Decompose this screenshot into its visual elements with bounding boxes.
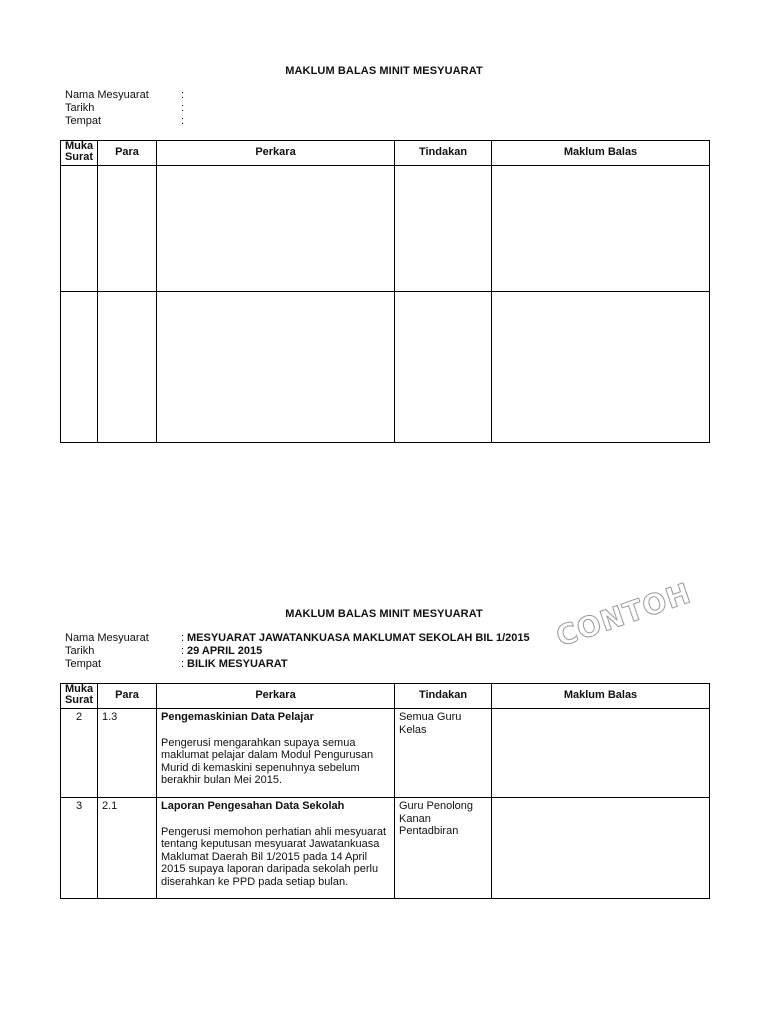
table-row [61, 166, 710, 292]
blank-form [0, 60, 768, 400]
cell-tindakan[interactable] [395, 166, 492, 292]
meta-label: Tempat [65, 115, 102, 127]
perkara-line: 2015 supaya laporan daripada sekolah perlu [161, 863, 379, 875]
filled-form [0, 603, 768, 943]
cell-muka-surat[interactable] [61, 166, 98, 292]
perkara-title: Pengemaskinian Data Pelajar [161, 711, 314, 723]
meta-value: BILIK MESYUARAT [187, 658, 288, 670]
meta-label: Tarikh [65, 102, 95, 114]
header-muka-surat: Muka Surat [61, 141, 98, 166]
meta-label: Tarikh [65, 645, 95, 657]
perkara-line: diserahkan ke PPD pada setiap bulan. [161, 875, 349, 888]
header-tindakan: Tindakan [395, 141, 492, 166]
meta-label: Nama Mesyuarat [65, 89, 149, 101]
header-para: Para [98, 141, 157, 166]
cell-tindakan [395, 709, 492, 798]
table-row [61, 798, 710, 899]
cell-maklum-balas[interactable] [492, 166, 710, 292]
cell-muka-surat: 3 [61, 798, 98, 899]
contoh-stamp: CONTOH [552, 576, 696, 654]
tindakan-line: Pentadbiran [399, 825, 459, 837]
meta-tarikh: Tarikh : 29 APRIL 2015 [65, 645, 263, 657]
perkara-title: Laporan Pengesahan Data Sekolah [161, 800, 345, 812]
form-title: MAKLUM BALAS MINIT MESYUARAT [285, 608, 483, 620]
meta-nama-mesyuarat: Nama Mesyuarat : [65, 89, 185, 101]
header-tindakan: Tindakan [395, 684, 492, 709]
perkara-line: Maklumat Daerah Bil 1/2015 pada 14 April [161, 850, 368, 863]
table-header-row [61, 684, 710, 709]
meta-tempat: Tempat : [65, 115, 185, 127]
table-row [61, 292, 710, 443]
cell-maklum-balas[interactable] [492, 709, 710, 798]
cell-muka-surat[interactable] [61, 292, 98, 443]
cell-para[interactable] [98, 292, 157, 443]
meta-label: Nama Mesyuarat [65, 632, 149, 644]
form-title: MAKLUM BALAS MINIT MESYUARAT [285, 65, 483, 77]
header-perkara: Perkara [157, 684, 395, 709]
table-header-row [61, 141, 710, 166]
cell-para: 2.1 [98, 798, 157, 899]
minit-table [60, 140, 710, 443]
header-maklum-balas: Maklum Balas [492, 684, 710, 709]
cell-perkara [157, 798, 395, 899]
cell-maklum-balas[interactable] [492, 292, 710, 443]
tindakan-line: Kanan [399, 812, 431, 825]
cell-perkara [157, 709, 395, 798]
meta-tempat: Tempat : BILIK MESYUARAT [65, 658, 288, 670]
meta-tarikh: Tarikh : [65, 102, 185, 114]
perkara-line: tentang keputusan mesyuarat Jawatankuasa [161, 838, 380, 850]
cell-maklum-balas[interactable] [492, 798, 710, 899]
header-perkara: Perkara [157, 141, 395, 166]
cell-perkara[interactable] [157, 166, 395, 292]
perkara-line: Pengerusi memohon perhatian ahli mesyuarat [161, 825, 387, 838]
perkara-line: Murid di kemaskini sepenuhnya sebelum [161, 761, 360, 774]
cell-tindakan[interactable] [395, 292, 492, 443]
tindakan-line: Semua Guru [399, 711, 462, 723]
cell-perkara[interactable] [157, 292, 395, 443]
perkara-line: Pengerusi mengarahkan supaya semua [161, 736, 356, 749]
header-para: Para [98, 684, 157, 709]
table-row [61, 709, 710, 798]
cell-para: 1.3 [98, 709, 157, 798]
cell-muka-surat: 2 [61, 709, 98, 798]
tindakan-line: Kelas [399, 723, 427, 736]
meta-nama-mesyuarat: Nama Mesyuarat : MESYUARAT JAWATANKUASA MAKLUMAT SEKOLAH BIL 1/2015 [65, 632, 530, 644]
meta-label: Tempat [65, 658, 102, 670]
meta-value: 29 APRIL 2015 [187, 645, 263, 657]
minit-table [60, 683, 710, 899]
tindakan-line: Guru Penolong [399, 800, 473, 812]
header-muka-surat: Muka Surat [61, 684, 98, 709]
meta-value: MESYUARAT JAWATANKUASA MAKLUMAT SEKOLAH BIL 1/2015 [187, 632, 530, 644]
perkara-line: berakhir bulan Mei 2015. [161, 774, 283, 786]
cell-para[interactable] [98, 166, 157, 292]
perkara-line: maklumat pelajar dalam Modul Pengurusan [161, 749, 374, 761]
cell-tindakan [395, 798, 492, 899]
header-maklum-balas: Maklum Balas [492, 141, 710, 166]
